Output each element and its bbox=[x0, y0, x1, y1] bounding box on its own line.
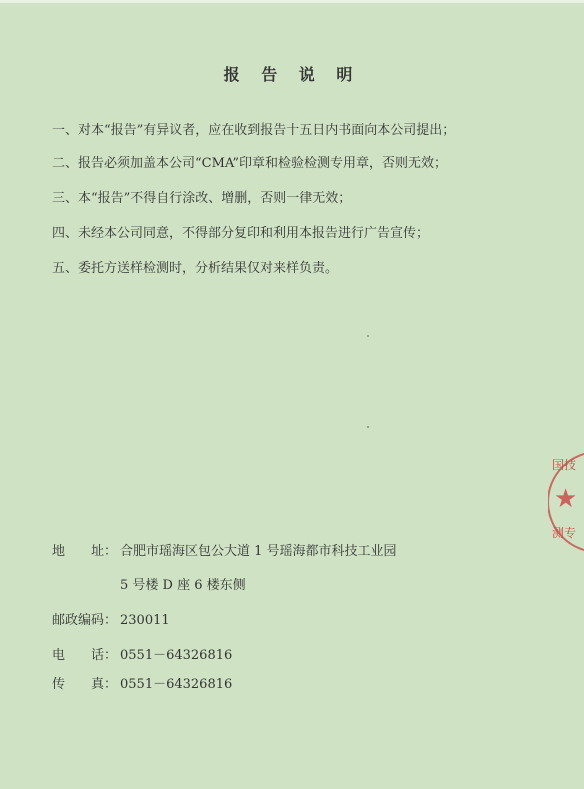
seal-star-icon: ★ bbox=[554, 484, 578, 514]
postcode-row bbox=[52, 609, 170, 628]
postcode-value: 230011 bbox=[120, 613, 170, 628]
postcode-label: 邮政编码： bbox=[52, 613, 118, 628]
top-edge bbox=[0, 0, 584, 3]
seal-bottom-text: 测专 bbox=[552, 526, 577, 540]
page-title: 报 告 说 明 bbox=[223, 65, 361, 84]
address-line-1: 合肥市瑶海区包公大道 1 号瑶海都市科技工业园 bbox=[120, 544, 397, 559]
address-line-2: 5 号楼 D 座 6 楼东侧 bbox=[120, 578, 246, 593]
address-label: 地 址： bbox=[52, 544, 118, 559]
clause-2: 二、报告必须加盖本公司“CMA”印章和检验检测专用章，否则无效； bbox=[52, 156, 448, 171]
seal-top-text: 国技 bbox=[552, 458, 577, 472]
company-seal-stamp bbox=[548, 446, 584, 558]
fax-label: 传 真： bbox=[52, 677, 118, 692]
phone-label: 电 话： bbox=[52, 648, 118, 663]
fax-value: 0551－64326816 bbox=[120, 677, 233, 692]
phone-row bbox=[52, 644, 232, 663]
clause-4: 四、未经本公司同意，不得部分复印和利用本报告进行广告宣传； bbox=[52, 226, 430, 241]
phone-value: 0551－64326816 bbox=[120, 648, 233, 663]
speck bbox=[367, 426, 369, 428]
fax-row bbox=[52, 673, 232, 692]
clause-3: 三、本“报告”不得自行涂改、增删，否则一律无效； bbox=[52, 191, 352, 206]
address-row bbox=[52, 540, 397, 559]
clause-1: 一、对本“报告”有异议者，应在收到报告十五日内书面向本公司提出； bbox=[52, 123, 456, 138]
speck bbox=[367, 335, 369, 337]
clause-5: 五、委托方送样检测时，分析结果仅对来样负责。 bbox=[52, 261, 339, 276]
